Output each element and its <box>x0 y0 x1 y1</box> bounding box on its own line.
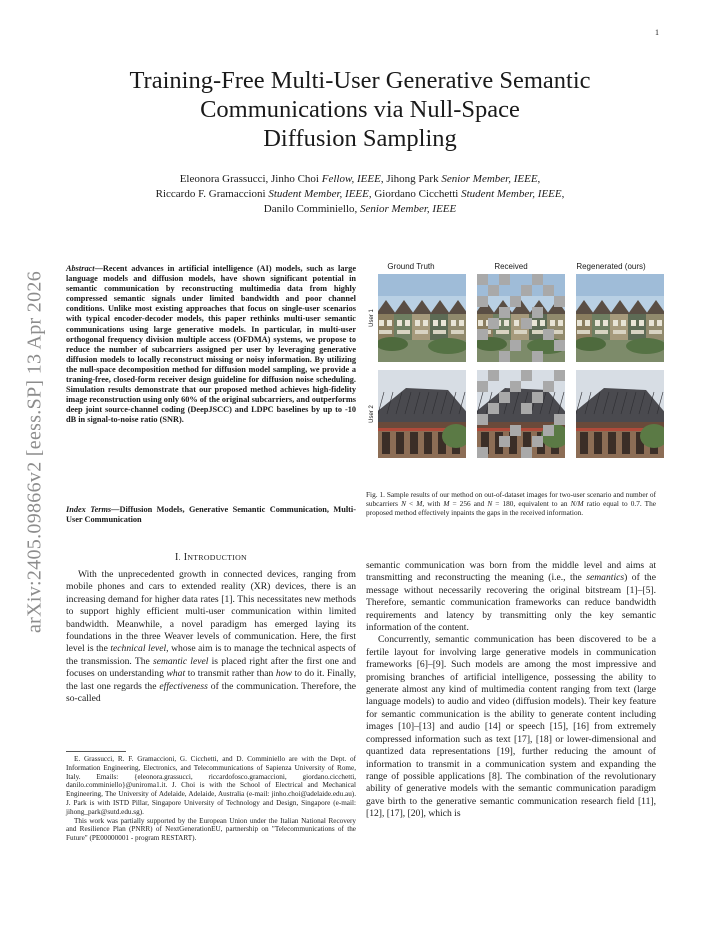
footnote-divider <box>66 751 126 752</box>
column-header-ground-truth: Ground Truth <box>387 262 435 271</box>
arxiv-identifier-stamp <box>4 230 66 675</box>
section-heading-text: I. INTRODUCTION <box>175 552 247 563</box>
title-line: Communications via Null-Space <box>200 96 520 123</box>
arxiv-id-text: arXiv:2405.09866v2 [eess.SP] 13 Apr 2026 <box>23 271 46 633</box>
image-user1-ground-truth <box>378 274 466 362</box>
abstract-text: —Recent advances in artificial intelligence (AI) models, such as large language models and diffusion models, have shown significant potential in semantic communication by reconstructing multimedia data from highly compressed semantic signals under limited bandwidth and poor channel conditions. Unlike most existing approaches that focus on single-user scenarios with typical encoder-decoder models, this paper rethinks multi-user semantic communications using large generative models. In particular, in multi-user orthogonal frequency division multiple access (OFDMA) systems, we propose to reduce the number of subcarriers assigned per user by leveraging generative diffusion models to locally reconstruct missing or noisy information. By utilizing the null-space decomposition method for diffusion model sampling, we provide a traning-free, closed-form receiver design guideline for diffusion noise scheduling. Simulation results demonstrate that our proposed method achieves high-fidelity image reconstruction using only 60% of the original subcarriers, and outperforms deep joint source-channel coding (DeepJSCC) and LDPC baselines by up to -10 dB in signal-to-noise ratio (SNR). <box>66 264 356 425</box>
paragraph: semantic communication was born from the middle level and aims at transmitting and reconstructing the meaning (i.e., the semantics) of the message without necessarily recovering the original bitstream [1]–[5]. Therefore, semantic communication frameworks can reduce bandwidth requirements and latency by transmitting only the key semantic information of the content. <box>366 560 656 634</box>
footnote-affiliations: E. Grassucci, R. F. Gramaccioni, G. Cicchetti, and D. Comminiello are with the Dept. of Information Engineering, Electronics, and Telecommunications of Sapienza University of Rome, Italy. Emails: {eleonora.grassucci, riccardofosco.gramaccioni, giordano.cicchetti, danilo.comminiello}@uniroma1.it. J. Choi is with the School of Electrical and Mechanical Engineering, The University of Adelaide, Adelaide, Australia (e-mail: jinho.choi@adelaide.edu.au). J. Park is with ISTD Pillar, Singapore University of Technology and Design, Singapore (e-mail: jihong_park@sutd.edu.sg). <box>66 755 356 816</box>
image-user1-received <box>477 274 565 362</box>
abstract <box>66 264 356 426</box>
paragraph: Concurrently, semantic communication has been discovered to be a fertile layout for involving large generative models in communication frameworks [6]–[9]. Such models are among the most impressive and promising branches of artificial intelligence, possessing the ability to generate almost any kind of multimedia content ranging from text (large language models) to audio and video (diffusion models). Their key feature for semantic communication is the ability to generate content including images [10]–[13] and audio [14] or speech [15], [16] from extremely compressed information such as text [17], [18] or lower-dimensional and quantized data representations [19], further reducing the amount of information to transmit in a communication system and expanding the range of possible applications [8]. The combination of the revolutionary ability of generative models with the semantic communication paradigm gave birth to the generative semantic communication research field [11], [12], [17], [20], which is <box>366 634 656 820</box>
image-user2-ground-truth <box>378 370 466 458</box>
row-label-user-2: User 2 <box>369 405 375 423</box>
figure-1 <box>366 262 656 498</box>
image-user2-regenerated <box>576 370 664 458</box>
row-label-user-1: User 1 <box>369 309 375 327</box>
footnotes <box>66 755 356 843</box>
abstract-label: Abstract <box>66 264 95 273</box>
figure-1-caption: Fig. 1. Sample results of our method on out-of-dataset images for two-user scenario and number of subcarriers N < M, with M = 256 and N = 180, equivalent to an N/M ratio equal to 0.7. The proposed method effectively inpaints the gaps in the received information. <box>366 490 656 517</box>
paragraph: With the unprecedented growth in connected devices, ranging from mobile phones and cars to extended reality (XR) devices, there is an increasing demand for higher data rates [1]. This necessitates new methods to support highly efficient multi-user communication within limited bandwidth. Meanwhile, a novel paradigm has emerged laying its foundations in the three Weaver levels of communication. Here, the first level is the technical level, whose aim is to manage the technical aspects of the transmission. The semantic level is placed right after the first one and focuses on understanding what to transmit rather than how to do it. Finally, the last one regards the effectiveness of the communication. Therefore, the so-called <box>66 569 356 705</box>
introduction-right-column <box>366 560 656 821</box>
author-line: Eleonora Grassucci, Jinho Choi Fellow, IEEE, Jihong Park Senior Member, IEEE, <box>179 173 541 185</box>
title-line: Training-Free Multi-User Generative Semantic <box>129 67 591 94</box>
introduction-left-column <box>66 569 356 705</box>
paper-title <box>80 66 640 153</box>
page-number: 1 <box>655 28 659 37</box>
index-terms-label: Index Terms <box>66 505 112 514</box>
title-line: Diffusion Sampling <box>263 125 457 152</box>
column-header-received: Received <box>494 262 528 271</box>
section-heading <box>66 552 356 563</box>
index-terms <box>66 505 356 525</box>
footnote-funding: This work was partially supported by the European Union under the Italian National Recovery and Resilience Plan (PNRR) of NextGenerationEU, partnership on "Telecommunications of the Future" (PE00000001 - program RESTART). <box>66 816 356 843</box>
author-list <box>80 172 640 217</box>
author-line: Danilo Comminiello, Senior Member, IEEE <box>263 203 457 215</box>
author-line: Riccardo F. Gramaccioni Student Member, IEEE, Giordano Cicchetti Student Member, IEEE, <box>155 188 565 200</box>
image-user1-regenerated <box>576 274 664 362</box>
image-user2-received <box>477 370 565 458</box>
index-terms-text: —Diffusion Models, Generative Semantic Communication, Multi-User Communication <box>66 505 356 525</box>
column-header-regenerated: Regenerated (ours) <box>576 262 646 271</box>
